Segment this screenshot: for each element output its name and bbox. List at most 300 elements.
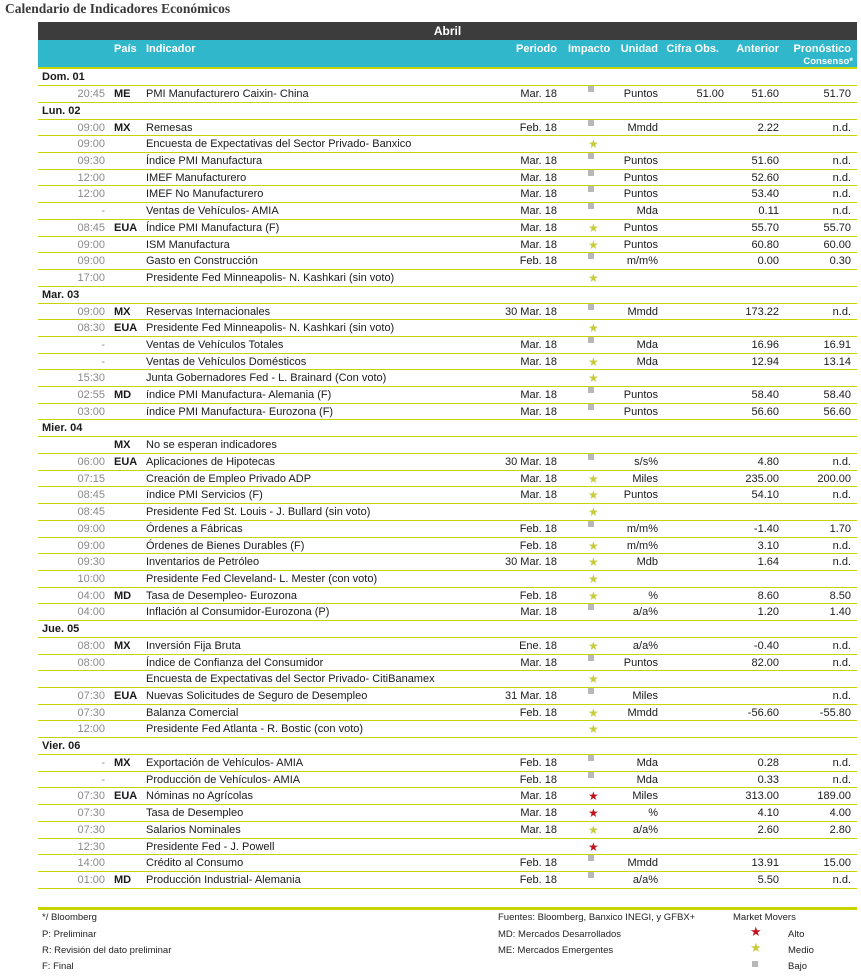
table-row: 10:00 Presidente Fed Cleveland- L. Mester (con voto) ★ (38, 571, 857, 588)
cell-anterior: 16.96 (751, 338, 779, 351)
cell-indicador: Presidente Fed Minneapolis- N. Kashkari (sin voto) (146, 322, 395, 335)
page-title: Calendario de Indicadores Económicos (5, 1, 231, 16)
cell-hora: 12:00 (77, 171, 105, 184)
cell-pronostico: n.d. (832, 205, 851, 218)
table-row (38, 387, 857, 404)
cell-hora: - (101, 205, 105, 218)
cell-periodo: Feb. 18 (519, 255, 557, 268)
cell-indicador: No se esperan indicadores (146, 439, 277, 452)
cell-pronostico: 200.00 (817, 472, 851, 485)
cell-indicador: Creación de Empleo Privado ADP (146, 472, 312, 485)
cell-pronostico: n.d. (832, 456, 851, 469)
cell-pronostico: 4.00 (829, 807, 851, 820)
cell-indicador: Nóminas no Agrícolas (146, 790, 253, 803)
cell-anterior: 55.70 (751, 221, 779, 234)
cell-indicador: IMEF Manufacturero (146, 171, 247, 184)
cell-periodo: Mar. 18 (520, 405, 557, 418)
cell-anterior: 54.10 (751, 489, 779, 502)
cell-pais: MX (114, 639, 131, 652)
cell-indicador: Encuesta de Expectativas del Sector Privado- CitiBanamex (146, 673, 435, 686)
table-row (38, 203, 857, 220)
cell-indicador: Exportación de Vehículos- AMIA (146, 757, 304, 770)
cell-hora: 15:30 (77, 372, 105, 385)
cell-pais: EUA (114, 790, 138, 803)
cell-indicador: Índice de Confianza del Consumidor (146, 656, 324, 669)
cell-anterior: 3.10 (757, 539, 779, 552)
table-row: 09:00 Encuesta de Expectativas del Sector Privado- Banxico ★ (38, 136, 857, 153)
cell-anterior: 13.91 (751, 857, 779, 870)
cell-pronostico: 56.60 (823, 405, 851, 418)
cell-cifra: 51.00 (696, 88, 724, 100)
cell-periodo: Feb. 18 (519, 121, 557, 134)
cell-anterior: 52.60 (751, 171, 779, 184)
cell-hora: 09:00 (77, 522, 105, 535)
table-row (38, 253, 857, 270)
col-header-anterior: Anterior (736, 43, 779, 55)
footnote-md: MD: Mercados Desarrollados (498, 929, 622, 940)
cell-periodo: Mar. 18 (520, 489, 557, 502)
cell-unidad: Mda (636, 757, 658, 770)
cell-indicador: Tasa de Desempleo (146, 807, 244, 820)
cell-indicador: Ventas de Vehículos- AMIA (146, 205, 279, 218)
cell-unidad: Puntos (623, 405, 658, 418)
legend-alto-label: Alto (788, 929, 805, 940)
bottom-rule (38, 907, 857, 910)
table-row (38, 872, 857, 889)
legend-medio-label: Medio (788, 945, 814, 956)
table-row: 08:00 MX Inversión Fija Bruta Ene. 18 a/a% -0.40 n.d. ★ (38, 638, 857, 655)
cell-hora: - (101, 338, 105, 351)
cell-unidad: m/m% (626, 255, 658, 268)
table-row: Encuesta de Expectativas del Sector Privado- CitiBanamex ★ (38, 671, 857, 688)
legend-alto-star-icon: ★ (750, 924, 762, 939)
cell-pais: EUA (114, 221, 138, 234)
cell-pronostico: n.d. (832, 121, 851, 134)
cell-hora: 08:00 (77, 656, 105, 669)
day-header: Lun. 02 (38, 103, 857, 120)
cell-indicador: Presidente Fed St. Louis - J. Bullard (sin voto) (146, 506, 371, 519)
cell-hora: 17:00 (77, 271, 105, 284)
cell-hora: 04:00 (77, 589, 105, 602)
cell-pronostico: 51.70 (823, 88, 851, 100)
col-header-unidad: Unidad (620, 43, 658, 55)
cell-hora: 09:30 (77, 556, 105, 569)
cell-indicador: Órdenes de Bienes Durables (F) (146, 539, 305, 552)
cell-anterior: 2.60 (757, 823, 779, 836)
cell-hora: 09:00 (77, 138, 105, 151)
table-row (38, 454, 857, 471)
cell-pronostico: 189.00 (817, 790, 851, 803)
cell-unidad: Puntos (623, 188, 658, 201)
cell-periodo: Mar. 18 (520, 656, 557, 669)
cell-anterior: 82.00 (751, 656, 779, 669)
cell-periodo: Feb. 18 (519, 706, 557, 719)
cell-pronostico: n.d. (832, 155, 851, 168)
cell-anterior: 1.20 (757, 606, 779, 619)
table-row: 07:30 EUA Nóminas no Agrícolas Mar. 18 Miles 313.00 189.00 ★ (38, 788, 857, 805)
table-row: - Ventas de Vehículos Domésticos Mar. 18 Mda 12.94 13.14 ★ (38, 354, 857, 371)
cell-hora: 01:00 (77, 873, 105, 886)
cell-unidad: Puntos (623, 389, 658, 401)
cell-indicador: Nuevas Solicitudes de Seguro de Desempleo (146, 690, 368, 702)
cell-indicador: Junta Gobernadores Fed - L. Brainard (Con voto) (146, 372, 387, 385)
cell-pronostico: 16.91 (823, 338, 851, 351)
cell-indicador: índice PMI Manufactura- Eurozona (F) (146, 405, 334, 418)
cell-indicador: Índice PMI Manufactura (F) (146, 221, 280, 234)
cell-periodo: Mar. 18 (520, 807, 557, 820)
cell-hora: 08:45 (77, 221, 105, 234)
cell-anterior: -0.40 (753, 639, 779, 652)
cell-periodo: Mar. 18 (520, 88, 557, 100)
cell-indicador: Ventas de Vehículos Domésticos (146, 355, 307, 368)
cell-hora: 03:00 (77, 405, 105, 418)
cell-pais: ME (114, 88, 131, 100)
day-header: Vier. 06 (38, 738, 857, 755)
cell-periodo: Feb. 18 (519, 773, 557, 786)
cell-indicador: PMI Manufacturero Caixin- China (146, 88, 309, 100)
cell-indicador: Gasto en Construcción (146, 255, 258, 268)
cell-pronostico: n.d. (832, 305, 851, 318)
cell-hora: - (101, 773, 105, 786)
cell-anterior: -56.60 (747, 706, 779, 719)
cell-pronostico: n.d. (832, 489, 851, 502)
table-row (38, 521, 857, 538)
cell-pronostico: n.d. (832, 188, 851, 201)
cell-hora: 08:30 (77, 322, 105, 335)
cell-pais: MD (114, 389, 132, 401)
table-row: 09:00 ISM Manufactura Mar. 18 Puntos 60.80 60.00 ★ (38, 237, 857, 254)
cell-unidad: Puntos (623, 171, 658, 184)
cell-pronostico: n.d. (832, 873, 851, 886)
cell-hora: 07:30 (77, 790, 105, 803)
cell-pronostico: n.d. (832, 656, 851, 669)
col-header-pais: País (114, 43, 137, 55)
cell-hora: 07:30 (77, 690, 105, 702)
table-row: 12:00 Presidente Fed Atlanta - R. Bostic (con voto) ★ (38, 721, 857, 738)
cell-unidad: % (648, 589, 658, 602)
table-row (38, 604, 857, 621)
cell-hora: 08:00 (77, 639, 105, 652)
cell-hora: 10:00 (77, 572, 105, 585)
cell-hora: 07:30 (77, 706, 105, 719)
cell-unidad: Miles (632, 472, 658, 485)
cell-pronostico: 58.40 (823, 389, 851, 401)
table-row (38, 772, 857, 789)
cell-periodo: Feb. 18 (519, 589, 557, 602)
cell-indicador: Producción de Vehículos- AMIA (146, 773, 301, 786)
legend-bajo-square-icon (752, 959, 758, 970)
cell-pronostico: n.d. (832, 757, 851, 770)
cell-periodo: Mar. 18 (520, 606, 557, 619)
cell-pais: EUA (114, 322, 138, 335)
cell-unidad: Miles (632, 790, 658, 803)
cell-hora: 09:30 (77, 155, 105, 168)
table-row: 12:30 Presidente Fed - J. Powell ★ (38, 839, 857, 856)
cell-indicador: índice PMI Manufactura- Alemania (F) (146, 389, 332, 401)
table-header (38, 40, 857, 69)
cell-indicador: Índice PMI Manufactura (146, 155, 263, 168)
cell-unidad: Mda (636, 355, 658, 368)
cell-pais: MX (114, 305, 131, 318)
table-row: 07:30 Salarios Nominales Mar. 18 a/a% 2.60 2.80 ★ (38, 822, 857, 839)
cell-hora: 08:45 (77, 489, 105, 502)
cell-hora: 09:00 (77, 305, 105, 318)
table-row: 07:15 Creación de Empleo Privado ADP Mar. 18 Miles 235.00 200.00 ★ (38, 471, 857, 488)
day-header: Jue. 05 (38, 621, 857, 638)
cell-pronostico: 1.40 (829, 606, 851, 619)
cell-pronostico: n.d. (832, 773, 851, 786)
cell-unidad: a/a% (632, 873, 658, 886)
cell-anterior: 51.60 (751, 88, 779, 100)
cell-unidad: Mda (636, 338, 658, 351)
cell-unidad: % (648, 807, 658, 820)
table-row: 09:30 Inventarios de Petróleo 30 Mar. 18 Mdb 1.64 n.d. ★ (38, 554, 857, 571)
cell-indicador: Balanza Comercial (146, 706, 239, 719)
table-row (38, 337, 857, 354)
cell-pais: MD (114, 873, 132, 886)
legend-bajo-label: Bajo (788, 961, 808, 972)
table-row (38, 404, 857, 421)
cell-periodo: Feb. 18 (519, 757, 557, 770)
cell-pronostico: 2.80 (829, 823, 851, 836)
cell-pronostico: 0.30 (829, 255, 851, 268)
cell-anterior: 5.50 (757, 873, 779, 886)
table-body (38, 69, 857, 889)
cell-periodo: Mar. 18 (520, 171, 557, 184)
cell-periodo: Mar. 18 (520, 338, 557, 351)
cell-pronostico: n.d. (832, 539, 851, 552)
cell-hora: 04:00 (77, 606, 105, 619)
table-row: 08:30 EUA Presidente Fed Minneapolis- N. Kashkari (sin voto) ★ (38, 320, 857, 337)
cell-periodo: Mar. 18 (520, 188, 557, 201)
cell-periodo: Feb. 18 (519, 522, 557, 535)
month-bar: Abril (38, 22, 857, 40)
col-header-impacto: Impacto (568, 43, 611, 55)
cell-unidad: a/a% (632, 639, 658, 652)
cell-indicador: Tasa de Desempleo- Eurozona (146, 589, 298, 602)
table-row: 08:45 EUA Índice PMI Manufactura (F) Mar. 18 Puntos 55.70 55.70 ★ (38, 220, 857, 237)
table-row: 07:30 Balanza Comercial Feb. 18 Mmdd -56.60 -55.80 ★ (38, 705, 857, 722)
cell-pronostico: 15.00 (823, 857, 851, 870)
col-header-indicador: Indicador (146, 43, 196, 55)
cell-indicador: Remesas (146, 121, 193, 134)
table-row (38, 655, 857, 672)
cell-periodo: 30 Mar. 18 (505, 456, 557, 469)
cell-pais: MX (114, 121, 131, 134)
cell-unidad: m/m% (626, 539, 658, 552)
cell-anterior: 2.22 (757, 121, 779, 134)
cell-indicador: Presidente Fed Cleveland- L. Mester (con voto) (146, 572, 378, 585)
cell-indicador: Presidente Fed Atlanta - R. Bostic (con voto) (146, 723, 364, 736)
cell-hora: 12:30 (77, 840, 105, 853)
cell-unidad: a/a% (632, 823, 658, 836)
cell-anterior: 235.00 (745, 472, 779, 485)
cell-periodo: 30 Mar. 18 (505, 305, 557, 318)
cell-unidad: Puntos (623, 656, 658, 669)
cell-anterior: 4.10 (757, 807, 779, 820)
cell-unidad: Puntos (623, 88, 658, 100)
table-row (38, 688, 857, 705)
cell-periodo: 31 Mar. 18 (505, 690, 557, 702)
cell-periodo: Mar. 18 (520, 155, 557, 168)
cell-periodo: Mar. 18 (520, 472, 557, 485)
cell-anterior: 313.00 (745, 790, 779, 803)
cell-anterior: 173.22 (745, 305, 779, 318)
cell-hora: 12:00 (77, 188, 105, 201)
cell-indicador: Presidente Fed Minneapolis- N. Kashkari (sin voto) (146, 271, 395, 284)
cell-indicador: Encuesta de Expectativas del Sector Privado- Banxico (146, 138, 412, 151)
cell-hora: 14:00 (77, 857, 105, 870)
cell-unidad: Mdb (636, 556, 658, 569)
cell-unidad: Mmdd (627, 121, 658, 134)
table-row (38, 120, 857, 137)
cell-hora: 07:15 (77, 472, 105, 485)
cell-unidad: Puntos (623, 155, 658, 168)
cell-unidad: Miles (632, 690, 658, 702)
footnote-sources: Fuentes: Bloomberg, Banxico INEGI, y GFBX+ (498, 912, 696, 923)
cell-anterior: 51.60 (751, 155, 779, 168)
cell-unidad: Puntos (623, 238, 658, 251)
cell-pronostico: n.d. (832, 171, 851, 184)
cell-hora: 09:00 (77, 238, 105, 251)
col-header-pronostico: Pronóstico (793, 43, 851, 55)
cell-anterior: 0.11 (758, 205, 779, 218)
cell-anterior: 56.60 (751, 405, 779, 418)
cell-indicador: ISM Manufactura (146, 238, 230, 251)
legend-medio-star-icon: ★ (750, 940, 762, 955)
cell-periodo: Mar. 18 (520, 823, 557, 836)
day-header: Mier. 04 (38, 420, 857, 437)
cell-pais: EUA (114, 456, 138, 469)
table-row: 08:45 Presidente Fed St. Louis - J. Bullard (sin voto) ★ (38, 504, 857, 521)
cell-unidad: a/a% (632, 606, 658, 619)
cell-periodo: Mar. 18 (520, 389, 557, 401)
cell-unidad: Mmdd (627, 706, 658, 719)
day-header: Dom. 01 (38, 69, 857, 86)
table-row: 08:45 índice PMI Servicios (F) Mar. 18 Puntos 54.10 n.d. ★ (38, 487, 857, 504)
cell-unidad: m/m% (626, 522, 658, 535)
table-row: 09:00 Órdenes de Bienes Durables (F) Feb. 18 m/m% 3.10 n.d. ★ (38, 538, 857, 555)
table-row (38, 755, 857, 772)
cell-hora: 08:45 (77, 506, 105, 519)
legend-title: Market Movers (733, 912, 796, 923)
cell-anterior: 60.80 (751, 238, 779, 251)
table-row (38, 304, 857, 321)
cell-pais: MX (114, 757, 131, 770)
cell-anterior: 8.60 (757, 589, 779, 602)
cell-periodo: Feb. 18 (519, 873, 557, 886)
cell-anterior: 53.40 (751, 188, 779, 201)
cell-unidad: Puntos (623, 221, 658, 234)
cell-indicador: índice PMI Servicios (F) (146, 489, 263, 502)
cell-hora: 09:00 (77, 539, 105, 552)
cell-pronostico: -55.80 (819, 706, 851, 719)
cell-hora: 09:00 (77, 255, 105, 268)
cell-anterior: 1.64 (757, 556, 779, 569)
footnote-final: F: Final (42, 961, 74, 972)
cell-indicador: Órdenes a Fábricas (146, 522, 243, 535)
cell-periodo: Mar. 18 (520, 205, 557, 218)
cell-periodo: 30 Mar. 18 (505, 556, 557, 569)
cell-anterior: 12.94 (751, 355, 779, 368)
cell-indicador: Salarios Nominales (146, 823, 241, 836)
table-row (38, 186, 857, 203)
cell-indicador: Aplicaciones de Hipotecas (146, 456, 276, 469)
cell-hora: 07:30 (77, 807, 105, 820)
cell-hora: 12:00 (77, 723, 105, 736)
footnote-revision: R: Revisión del dato preliminar (42, 945, 172, 956)
cell-unidad: Mda (636, 205, 658, 218)
cell-hora: - (101, 355, 105, 368)
table-row (38, 170, 857, 187)
cell-periodo: Mar. 18 (520, 238, 557, 251)
cell-anterior: 0.33 (757, 773, 779, 786)
table-row (38, 153, 857, 170)
footnote-preliminar: P: Preliminar (42, 929, 97, 940)
cell-indicador: Ventas de Vehículos Totales (146, 338, 284, 351)
cell-indicador: Inflación al Consumidor-Eurozona (P) (146, 606, 330, 619)
table-row: 15:30 Junta Gobernadores Fed - L. Brainard (Con voto) ★ (38, 370, 857, 387)
cell-indicador: IMEF No Manufacturero (146, 188, 264, 201)
cell-hora: 07:30 (77, 823, 105, 836)
cell-anterior: -1.40 (753, 522, 779, 535)
cell-indicador: Producción Industrial- Alemania (146, 873, 301, 886)
cell-pronostico: n.d. (832, 690, 851, 702)
day-header: Mar. 03 (38, 287, 857, 304)
table-row: 07:30 Tasa de Desempleo Mar. 18 % 4.10 4.00 ★ (38, 805, 857, 822)
footnote-me: ME: Mercados Emergentes (498, 945, 614, 956)
cell-periodo: Ene. 18 (519, 639, 557, 652)
table-row: 04:00 MD Tasa de Desempleo- Eurozona Feb. 18 % 8.60 8.50 ★ (38, 588, 857, 605)
cell-pronostico: 55.70 (823, 221, 851, 234)
col-header-cifra: Cifra Obs. (666, 43, 719, 55)
cell-hora: 20:45 (77, 88, 105, 100)
table-row: 17:00 Presidente Fed Minneapolis- N. Kashkari (sin voto) ★ (38, 270, 857, 287)
cell-pronostico: 60.00 (823, 238, 851, 251)
table-row (38, 437, 857, 454)
cell-hora: 09:00 (77, 121, 105, 134)
table-row (38, 855, 857, 872)
table-row (38, 86, 857, 103)
cell-hora: 02:55 (77, 389, 105, 401)
cell-pais: EUA (114, 690, 138, 702)
col-header-consenso: Consenso* (803, 56, 853, 67)
cell-hora: - (101, 757, 105, 770)
calendar-table (38, 22, 857, 889)
cell-periodo: Feb. 18 (519, 857, 557, 870)
cell-indicador: Crédito al Consumo (146, 857, 244, 870)
cell-periodo: Mar. 18 (520, 790, 557, 803)
cell-unidad: Mda (636, 773, 658, 786)
cell-periodo: Mar. 18 (520, 355, 557, 368)
cell-anterior: 0.00 (757, 255, 779, 268)
cell-pais: MX (114, 439, 131, 452)
cell-indicador: Inventarios de Petróleo (146, 556, 260, 569)
cell-periodo: Mar. 18 (520, 221, 557, 234)
footnote-bloomberg: */ Bloomberg (42, 912, 97, 923)
cell-anterior: 58.40 (751, 389, 779, 401)
cell-anterior: 4.80 (757, 456, 779, 469)
cell-pronostico: n.d. (832, 556, 851, 569)
cell-unidad: Mmdd (627, 305, 658, 318)
cell-indicador: Inversión Fija Bruta (146, 639, 241, 652)
cell-pronostico: 8.50 (829, 589, 851, 602)
cell-pronostico: 1.70 (829, 522, 851, 535)
cell-hora: 06:00 (77, 456, 105, 469)
cell-indicador: Reservas Internacionales (146, 305, 271, 318)
cell-pronostico: n.d. (832, 639, 851, 652)
col-header-periodo: Periodo (516, 43, 557, 55)
